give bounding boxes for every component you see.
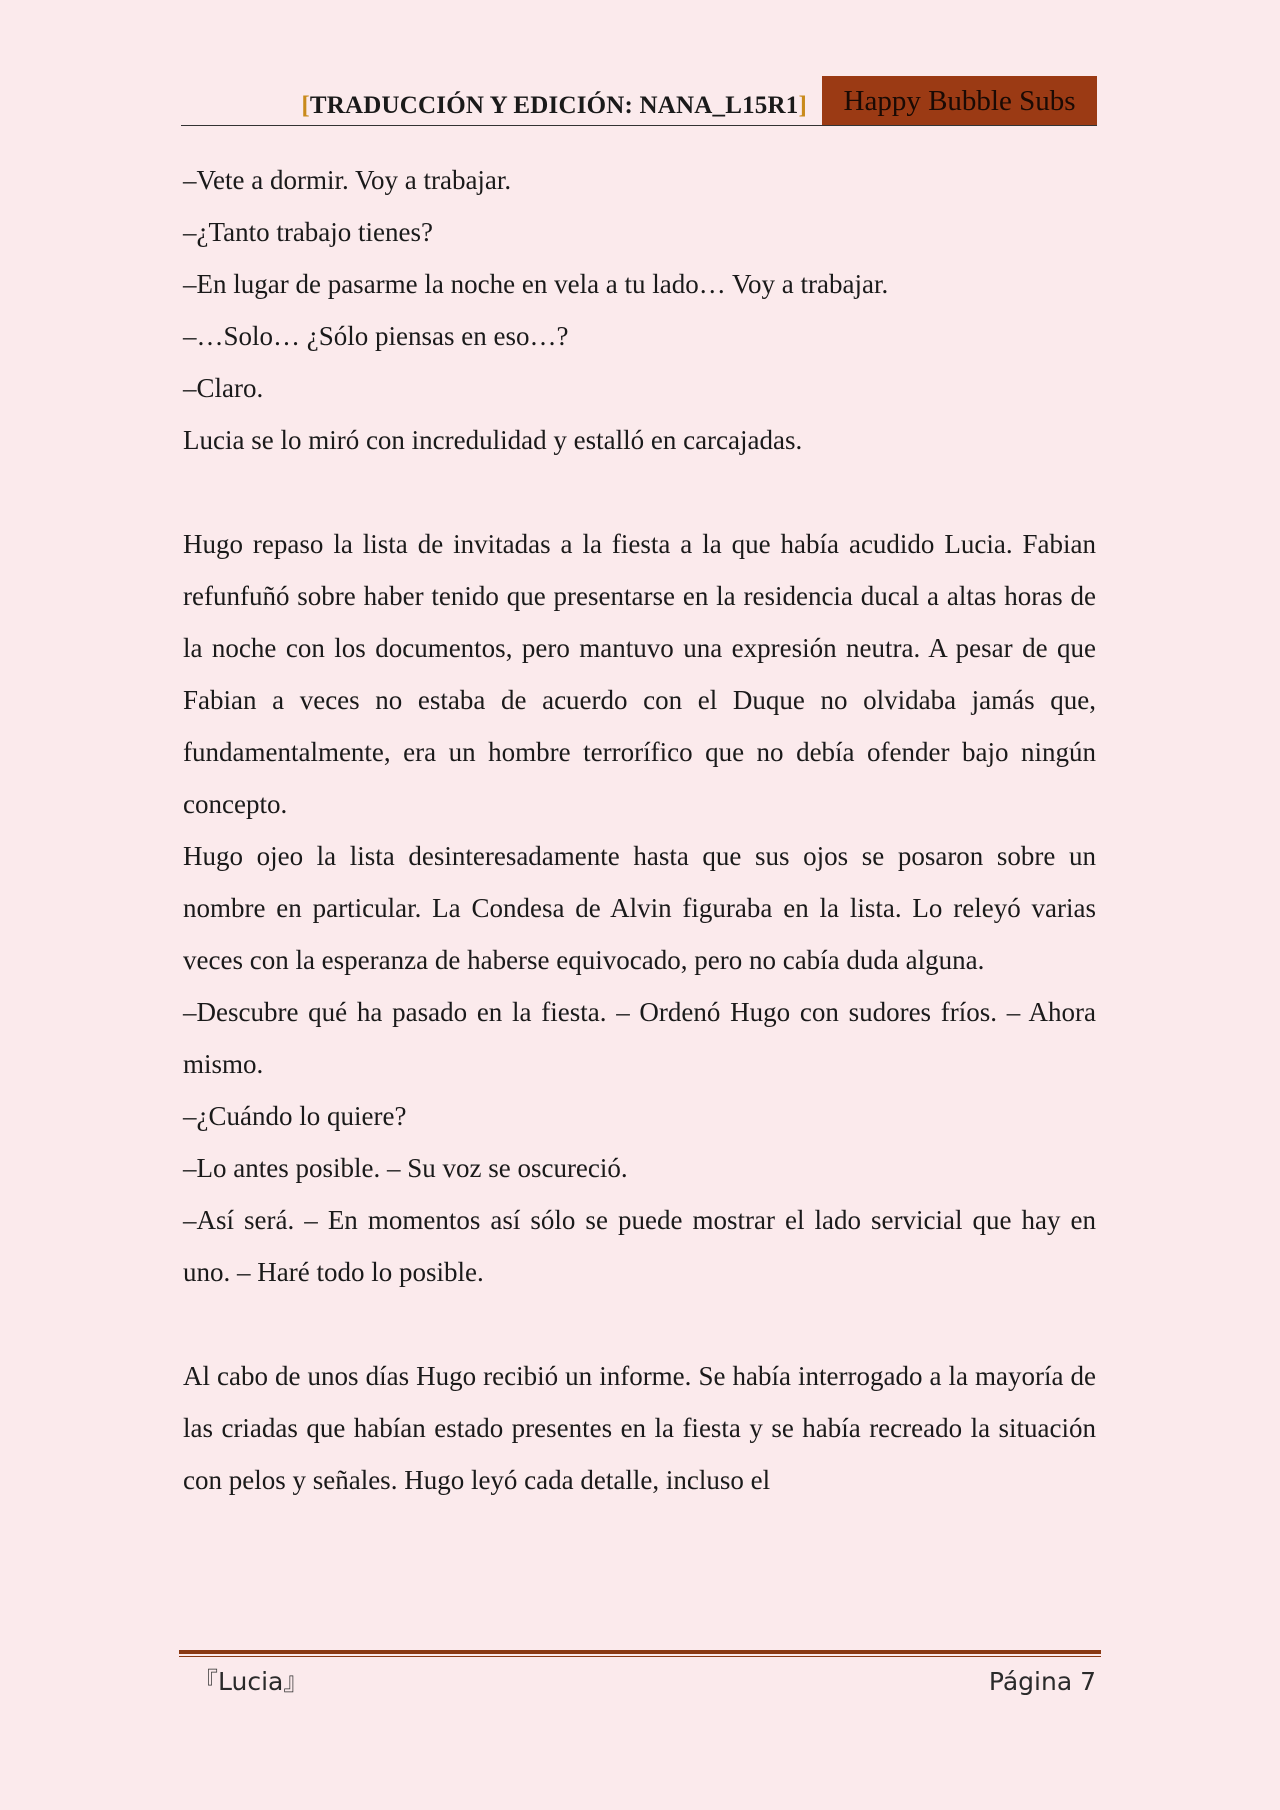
paragraph: –Claro. <box>183 373 264 403</box>
body-text <box>183 154 1096 1506</box>
paragraph: Al cabo de unos días Hugo recibió un informe. Se había interrogado a la mayoría de las criadas que habían estado presentes en la fiesta y se había recreado la situación con pelos y señales. Hugo leyó cada detalle, incluso el <box>183 1361 1096 1495</box>
paragraph-gap <box>183 466 1096 518</box>
book-title: 『Lucia』 <box>193 1667 309 1696</box>
paragraph: –Así será. – En momentos así sólo se puede mostrar el lado servicial que hay en uno. – Haré todo lo posible. <box>183 1205 1096 1287</box>
credit-bracket-open: [ <box>301 92 310 119</box>
paragraph: –¿Cuándo lo quiere? <box>183 1101 407 1131</box>
paragraph: –Descubre qué ha pasado en la fiesta. – Ordenó Hugo con sudores fríos. – Ahora mismo. <box>183 997 1096 1079</box>
credit-text: TRADUCCIÓN Y EDICIÓN: NANA_L15R1 <box>309 92 799 119</box>
paragraph: –¿Tanto trabajo tienes? <box>183 217 434 247</box>
paragraph: –Lo antes posible. – Su voz se oscureció. <box>183 1153 628 1183</box>
footer-divider-thin <box>179 1656 1101 1657</box>
group-name-badge: Happy Bubble Subs <box>822 76 1097 126</box>
translation-credit <box>301 92 807 120</box>
paragraph: Lucia se lo miró con incredulidad y estalló en carcajadas. <box>183 425 803 455</box>
paragraph: –…Solo… ¿Sólo piensas en eso…? <box>183 321 569 351</box>
paragraph: Hugo ojeo la lista desinteresadamente hasta que sus ojos se posaron sobre un nombre en particular. La Condesa de Alvin figuraba en la lista. Lo releyó varias veces con la esperanza de haberse equivocado, pero no cabía duda alguna. <box>183 841 1096 975</box>
paragraph-gap <box>183 1298 1096 1350</box>
paragraph: –Vete a dormir. Voy a trabajar. <box>183 165 512 195</box>
paragraph: –En lugar de pasarme la noche en vela a tu lado… Voy a trabajar. <box>183 269 889 299</box>
page-number: Página 7 <box>988 1667 1096 1696</box>
header-divider <box>181 125 1097 126</box>
footer-divider <box>179 1650 1101 1654</box>
paragraph: Hugo repaso la lista de invitadas a la fiesta a la que había acudido Lucia. Fabian refunfuñó sobre haber tenido que presentarse en la residencia ducal a altas horas de la noche con los documentos, pero mantuvo una expresión neutra. A pesar de que Fabian a veces no estaba de acuerdo con el Duque no olvidaba jamás que, fundamentalmente, era un hombre terrorífico que no debía ofender bajo ningún concepto. <box>183 529 1096 819</box>
page-header <box>181 76 1097 126</box>
credit-bracket-close: ] <box>798 92 807 119</box>
